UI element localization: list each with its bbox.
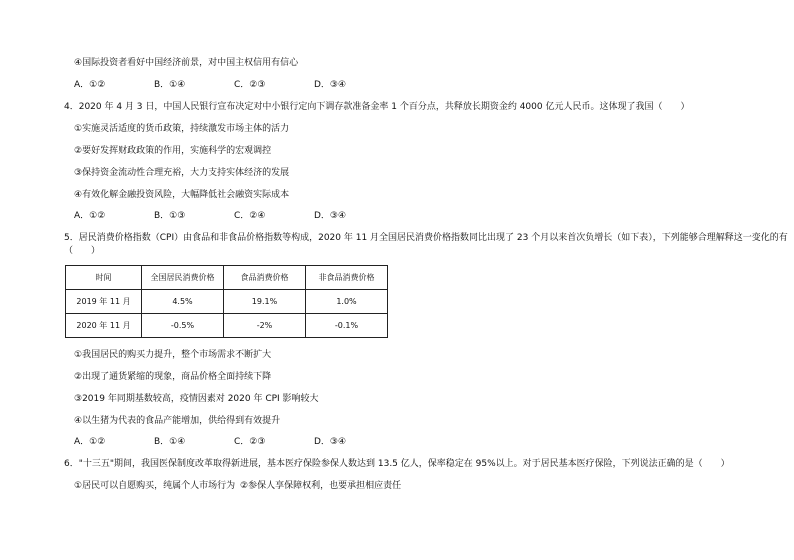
prev-option-4: ④国际投资者看好中国经济前景，对中国主权信用有信心 (74, 58, 299, 68)
q5-option-2: ②出现了通货紧缩的现象，商品价格全面持续下降 (74, 372, 272, 382)
q5-option-3: ③2019 年同期基数较高，疫情因素对 2020 年 CPI 影响较大 (74, 394, 319, 404)
table-cell: -2% (224, 314, 306, 338)
cpi-table (65, 265, 388, 338)
choice-d: D．③④ (314, 211, 347, 221)
prev-choices (74, 80, 434, 91)
q4-option-3: ③保持资金流动性合理充裕，大力支持实体经济的发展 (74, 168, 290, 178)
table-header-national-cpi: 全国居民消费价格 (142, 266, 224, 290)
table-cell: 2019 年 11 月 (66, 290, 142, 314)
question-4-stem: 4．2020 年 4 月 3 日，中国人民银行宣布决定对中小银行定向下调存款准备金率 1 个百分点，共释放长期资金约 4000 亿元人民币。这体现了我国（ ） (64, 102, 690, 112)
q4-option-4: ④有效化解金融投资风险，大幅降低社会融资实际成本 (74, 190, 290, 200)
table-header-time: 时间 (66, 266, 142, 290)
table-cell: 2020 年 11 月 (66, 314, 142, 338)
choice-d: D．③④ (314, 80, 347, 90)
question-5-stem-line-2: （ ） (64, 246, 101, 256)
table-cell: 1.0% (306, 290, 388, 314)
table-row (66, 314, 388, 338)
choice-a: A．①② (74, 80, 106, 90)
table-header-row (66, 266, 388, 290)
choice-c: C．②④ (234, 211, 266, 221)
q5-option-1: ①我国居民的购买力提升，整个市场需求不断扩大 (74, 350, 272, 360)
question-5-stem-line-1: 5．居民消费价格指数（CPI）由食品和非食品价格指数等构成，2020 年 11 月全国居民消费价格指数同比出现了 23 个月以来首次负增长（如下表），下列能够合理解释这一变化的有 (64, 233, 788, 243)
choice-a: A．①② (74, 211, 106, 221)
table-header-food-cpi: 食品消费价格 (224, 266, 306, 290)
table-cell: 4.5% (142, 290, 224, 314)
q4-choices (74, 211, 434, 222)
choice-d: D．③④ (314, 437, 347, 447)
q6-option-1: ①居民可以自愿购买，纯属个人市场行为 (74, 481, 236, 491)
q6-option-2: ②参保人享保障权利，也要承担相应责任 (240, 481, 402, 491)
choice-a: A．①② (74, 437, 106, 447)
choice-c: C．②③ (234, 80, 266, 90)
question-6-stem: 6．"十三五"期间，我国医保制度改革取得新进展，基本医疗保险参保人数达到 13.5 亿人，保率稳定在 95%以上。对于居民基本医疗保险，下列说法正确的是（ ） (64, 459, 730, 469)
choice-b: B．①④ (154, 437, 186, 447)
table-cell: -0.1% (306, 314, 388, 338)
q5-option-4: ④以生猪为代表的食品产能增加，供给得到有效提升 (74, 416, 281, 426)
q5-choices (74, 437, 434, 448)
q4-option-2: ②要好发挥财政政策的作用，实施科学的宏观调控 (74, 146, 272, 156)
q4-option-1: ①实施灵活适度的货币政策，持续激发市场主体的活力 (74, 124, 290, 134)
table-header-nonfood-cpi: 非食品消费价格 (306, 266, 388, 290)
table-row (66, 290, 388, 314)
choice-b: B．①③ (154, 211, 186, 221)
choice-c: C．②③ (234, 437, 266, 447)
table-cell: 19.1% (224, 290, 306, 314)
table-cell: -0.5% (142, 314, 224, 338)
choice-b: B．①④ (154, 80, 186, 90)
